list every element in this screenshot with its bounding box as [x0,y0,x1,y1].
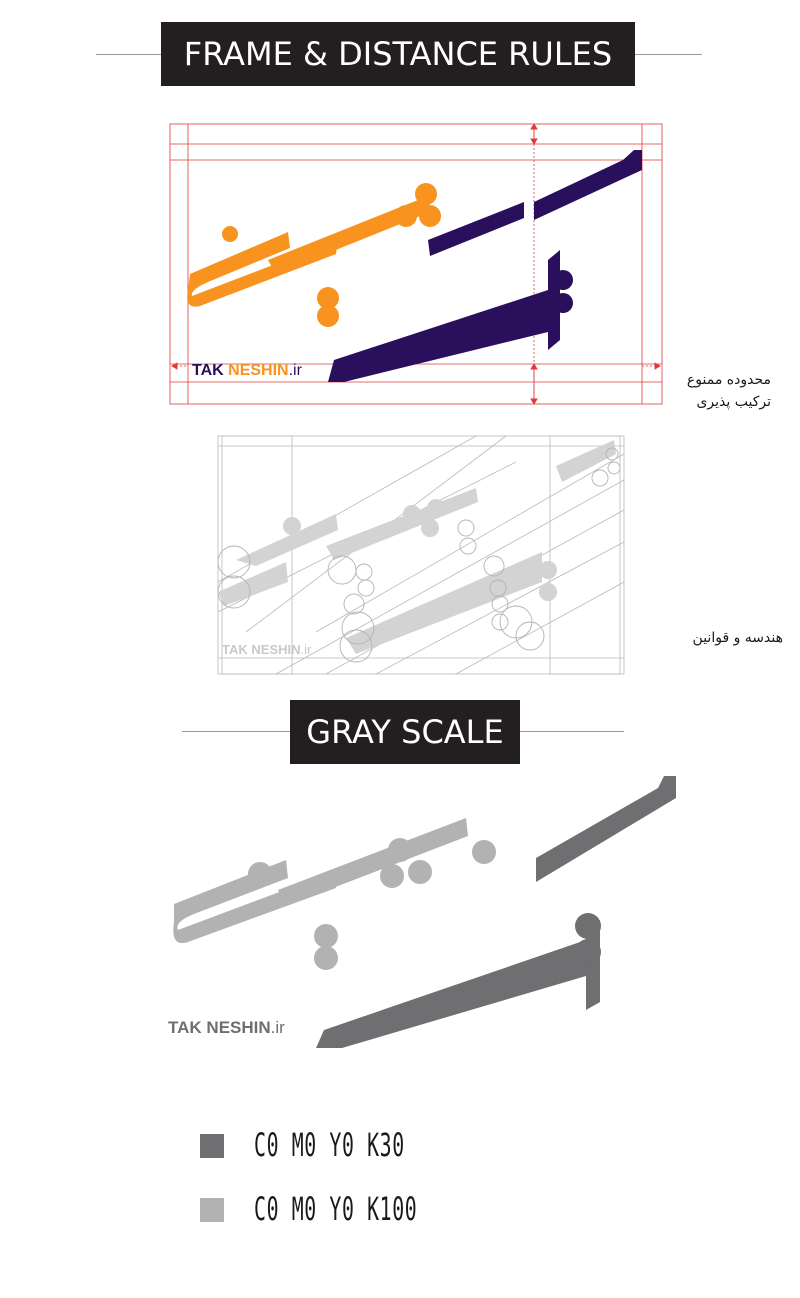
brand-outline-suffix: .ir [300,642,312,657]
swatch-light-gray [200,1198,224,1222]
header2-rule-right [518,731,624,732]
swatch-code-k30: C0 M0 Y0 K30 [254,1126,405,1164]
section-title-frame-rules [161,22,635,86]
logo-purple-strokes [328,150,642,382]
section-title-frame-rules-text: FRAME & DISTANCE RULES [183,35,613,73]
grayscale-dark-strokes [316,776,676,1048]
label-clear-space-line1: محدوده ممنوع [686,372,771,388]
label-clear-space-line2: ترکیب پذیری [696,394,771,410]
swatch-dark-gray [200,1134,224,1158]
section-title-gray-scale-text: GRAY SCALE [306,713,504,751]
brand-gray-suffix: .ir [270,1018,285,1037]
swatch-code-k100: C0 M0 Y0 K100 [254,1190,418,1228]
brand-suffix: .ir [288,362,302,379]
brand-part1: TAK [192,362,224,379]
brand-gray-part1: TAK [168,1018,202,1037]
logo-orange-strokes [187,196,430,307]
brand-wordmark-color [192,362,302,380]
section-title-gray-scale [290,700,520,764]
brand-outline-part1: TAK [222,642,248,657]
header-rule-left [96,54,162,55]
grayscale-logo [166,770,690,1050]
brand-outline-part2: NESHIN [251,642,301,657]
brand-wordmark-outline [222,642,311,657]
header2-rule-left [182,731,292,732]
brand-wordmark-gray [168,1018,285,1038]
label-geometry: هندسه و قوانین [692,630,783,646]
brand-gray-part2: NESHIN [206,1018,271,1037]
brand-part2: NESHIN [228,362,289,379]
header-rule-right [634,54,702,55]
